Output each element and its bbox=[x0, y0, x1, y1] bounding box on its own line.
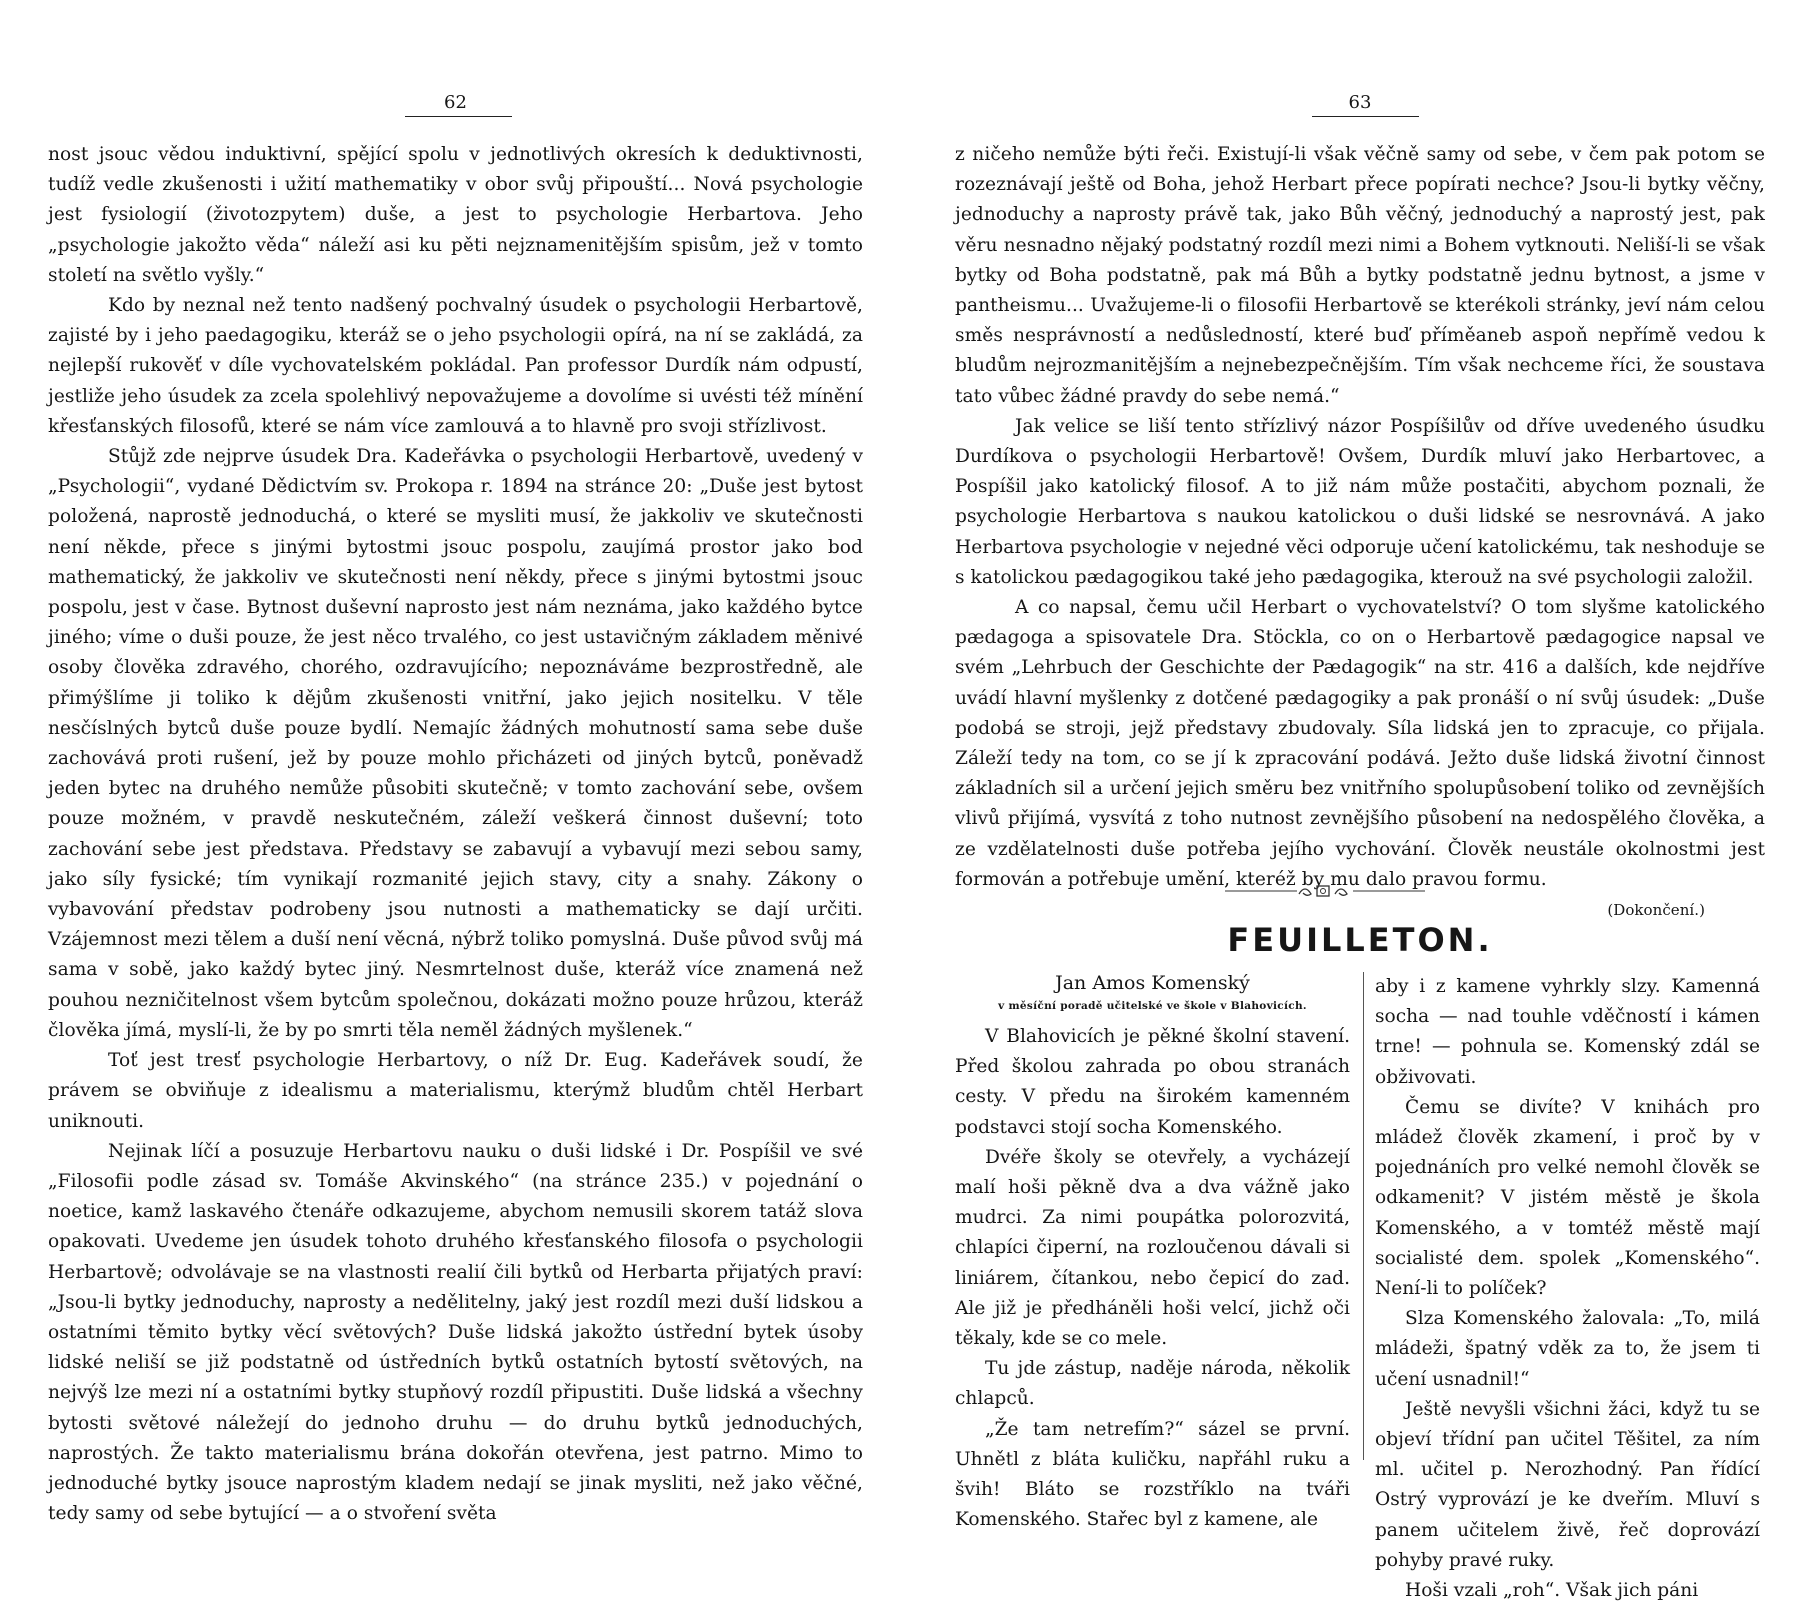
paragraph: aby i z kamene vyhrkly slzy. Kamenná socha — nad touhle vděčností i kámen trne! — pohnula se. Komenský zdál se obživovati. bbox=[1375, 976, 1760, 1088]
conclusion-note: (Dokončení.) bbox=[1607, 901, 1705, 920]
column-divider bbox=[1363, 972, 1364, 1460]
paragraph: Tu jde zástup, naděje národa, několik chlapců. bbox=[955, 1358, 1350, 1410]
paragraph: Kdo by neznal než tento nadšený pochvalný úsudek o psychologii Herbartově, zajisté by i jeho paedagogiku, kteráž se o jeho psychologii opírá, na ní se zakládá, za nejlepší rukověť v díle vychovatelském pokládal. Pan professor Durdík nám odpustí, jestliže jeho úsudek za zcela spolehlivý nepovažujeme a dovolíme si uvésti též mínění křesťanských filosofů, které se nám více zamlouvá a to hlavně pro svoji střízlivost. bbox=[48, 295, 863, 437]
page-number-left: 62 bbox=[444, 92, 467, 113]
story-title: Jan Amos Komenský bbox=[1055, 972, 1250, 994]
paragraph: Ještě nevyšli všichni žáci, když tu se objeví třídní pan učitel Těšitel, za ním ml. učitel p. Nerozhodný. Pan řídící Ostrý vyprovází je ke dveřím. Mluví s panem učitelem živě, řeč doprovází pohyby pravé ruky. bbox=[1375, 1398, 1760, 1571]
page-number-rule-right bbox=[1312, 116, 1419, 117]
right-page bbox=[955, 0, 1765, 1602]
ornament-divider bbox=[1225, 882, 1425, 900]
feuilleton-column-left bbox=[955, 970, 1350, 1535]
paragraph: „Že tam netrefím?“ sázel se první. Uhnětl z bláta kuličku, napřáhl ruku a švih! Bláto se rozstříklo na tváři Komenského. Stařec byl z kamene, ale bbox=[955, 1418, 1350, 1531]
paragraph: nost jsouc vědou induktivní, spějící spolu v jednotlivých okresích k deduktivnosti, tudíž vedle zkušenosti i užití mathematiky v obor svůj připouští... Nová psychologie jest fysiologií (životozpytem) duše, a jest to psychologie Herbartova. Jeho „psychologie jakožto věda“ náleží asi ku pěti nejznamenitějším spisům, jež v tomto století na světlo vyšly.“ bbox=[48, 144, 863, 286]
paragraph: Hoši vzali „roh“. Však jich páni bbox=[1405, 1580, 1699, 1602]
page-number-right: 63 bbox=[1348, 92, 1372, 113]
paragraph: Nejinak líčí a posuzuje Herbartovu nauku o duši lidské i Dr. Pospíšil ve své „Filosofii podle zásad sv. Tomáše Akvinského“ (na stránce 235.) v pojednání o noetice, kamž laskavého čtenáře odkazujeme, abychom nemusili skorem tatáž slova opakovati. Uvedeme jen úsudek tohoto druhého křesťanského filosofa o psychologii Herbartově; odvolávaje se na vlastnosti realií čili bytků od Herbarta přijatých praví: „Jsou-li bytky jednoduchy, naprosty a nedělitelny, jaký jest rozdíl mezi duší lidskou a ostatními těmito bytky věcí světových? Duše lidská jakožto ústřední bytek úsoby lidské neliší se již podstatně od ústředních bytků ostatních bytostí světových, na nejvýš lze mezi ní a ostatními bytky stupňový rozdíl připustiti. Duše lidská a všechny bytosti světové náležejí do jednoho druhu — do druhu bytků jednoduchých, naprostých. Že takto materialismu brána dokořán otevřena, jest patrno. Mimo to jednoduché bytky jsouce naprostým kladem nedají se jinak mysliti, než jako věčné, tedy samy od sebe bytující — a o stvoření světa bbox=[48, 1140, 863, 1525]
left-page bbox=[48, 0, 863, 1525]
page-number-rule-left bbox=[405, 116, 512, 117]
paragraph: Stůjž zde nejprve úsudek Dra. Kadeřávka o psychologii Herbartově, uvedený v „Psychologii“, vydané Dědictvím sv. Prokopa r. 1894 na stránce 20: „Duše jest bytost položená, naprostě jednoduchá, o které se mysliti musí, že jakkoliv ve skutečnosti není někde, přece s jinými bytostmi jsouc pospolu, zaujímá prostor jako bod mathematický, že jakkoliv ve skutečnosti není někdy, přece s jinými bytostmi jsouc pospolu, jest v čase. Bytnost duševní naprosto jest nám neznáma, jako každého bytce jiného; víme o duši pouze, že jest něco trvalého, co jest ustavičným základem měnivé osoby člověka zdravého, chorého, ozdravujícího; nepoznáváme bezprostředně, ale přimýšlíme ji toliko k dějům zkušenosti vnitřní, jako jejich nositelku. V těle nesčíslných bytců duše pouze bydlí. Nemajíc žádných mohutností sama sebe duše zachovává proti rušení, jež by pouze mohlo přicházeti od jiných bytců, poněvadž jeden bytec na druhého nemůže působiti skutečně; v tomto zachování sebe, ovšem pouze možném, v pravdě neskutečném, záleží veškerá činnost duševní; toto zachování sebe jest představa. Představy se zabavují a vybavují mezi sebou samy, jako síly fysické; tím vynikají rozmanité jejich stavy, city a snahy. Zákony o vybavování představ podrobeny jsou nutnosti a mathematicky se dají určiti. Vzájemnost mezi tělem a duší není věcná, nýbrž toliko pomyslná. Duše původ svůj má sama v sobě, jako každý bytec jiný. Nesmrtelnost duše, kteráž více znamená než pouhou nezničitelnost všem bytcům společnou, dokázati možno pouze hrůzou, kteráž člověka jímá, myslí-li, že by po smrti těla neměl žádných myšlenek.“ bbox=[48, 446, 863, 1041]
feuilleton-column-right bbox=[1375, 972, 1760, 1606]
paragraph: Toť jest tresť psychologie Herbartovy, o níž Dr. Eug. Kadeřávek soudí, že právem se obviňuje z idealismu a materialismu, kterýmž bludům chtěl Herbart uniknouti. bbox=[48, 1050, 863, 1132]
paragraph: Dvéře školy se otevřely, a vycházejí malí hoši pěkně dva a dva vážně jako mudrci. Za nimi poupátka polorozvitá, chlapíci čiperní, na rozloučenou dávali si liniárem, čítankou, nebo čepicí do zad. Ale již je předháněli hoši velcí, jichž oči těkaly, kde se co mele. bbox=[955, 1146, 1350, 1350]
right-page-body bbox=[955, 140, 1765, 925]
paragraph: A co napsal, čemu učil Herbart o vychovatelství? O tom slyšme katolického pædagoga a spisovatele Dra. Stöckla, co on o Herbartově pædagogice napsal ve svém „Lehrbuch der Geschichte der Pædagogik“ na str. 416 a dalších, kde nejdříve uvádí hlavní myšlenky z dotčené pædagogiky a pak pronáší o ní svůj úsudek: „Duše podobá se stroji, jejž představy zbudovaly. Síla lidská jen to zpracuje, co přijala. Záleží tedy na tom, co se jí k zpracování podává. Ježto duše lidská životní činnost základních sil a určení jejich směru bez vnitřního spolupůsobení toliko od zevnějších vlivů přijímá, vysvítá z toho nutnost zevnějšího působení na nedospělého člověka, a ze vzdělatelnosti duše potřeba jejího vychování. Člověk neustále okolnostmi jest formován a potřebuje umění, kteréž by mu dalo pravou formu. bbox=[955, 597, 1765, 890]
story-subtitle: v měsíční poradě učitelské ve škole v Blahovicích. bbox=[998, 1000, 1307, 1012]
paragraph: Slza Komenského žalovala: „To, milá mládeži, špatný vděk za to, že jsem ti učení usnadnil!“ bbox=[1375, 1308, 1760, 1390]
paragraph: z ničeho nemůže býti řeči. Existují-li však věčně samy od sebe, v čem pak potom se rozeznávají ještě od Boha, jehož Herbart přece popírati nechce? Jsou-li bytky věčny, jednoduchy a naprosty právě tak, jako Bůh věčný, jednoduchý a naprostý jest, pak věru nesnadno nějaký podstatný rozdíl mezi nimi a Bohem vytknouti. Neliší-li se však bytky od Boha podstatně, pak má Bůh a bytky podstatně jednu bytnost, a jsme v pantheismu... Uvažujeme-li o filosofii Herbartově se kterékoli stránky, jeví nám celou směs nesprávností a nedůsledností, které buď příměaneb aspoň nepřímě vedou k bludům nejrozmanitějším a nejnebezpečnějším. Tím však nechceme říci, že soustava tato vůbec žádné pravdy do sebe nemá.“ bbox=[955, 144, 1765, 407]
paragraph: Jak velice se liší tento střízlivý názor Pospíšilův od dříve uvedeného úsudku Durdíkova o psychologii Herbartově! Ovšem, Durdík mluví jako Herbartovec, a Pospíšil jako katolický filosof. A to již nám může postačiti, abychom poznali, že psychologie Herbartova s naukou katolickou o duši lidské se nesrovnává. A jako Herbartova psychologie v nejedné věci odporuje učení katolickému, tak neshoduje se s katolickou pædagogikou také jeho pædagogika, kterouž na své psychologii založil. bbox=[955, 415, 1765, 588]
paragraph: V Blahovicích je pěkné školní stavení. Před školou zahrada po obou stranách cesty. V předu na širokém kamenném podstavci stojí socha Komenského. bbox=[955, 1026, 1350, 1138]
paragraph: Čemu se divíte? V knihách pro mládež člověk zkamení, i proč by v pojednáních pro velké nemohl člověk se odkamenit? V jistém městě je škola Komenského, a v tomtéž městě mají socialisté dem. spolek „Komenského“. Není-li to políček? bbox=[1375, 1096, 1760, 1300]
feuilleton-heading: FEUILLETON. bbox=[1227, 921, 1493, 959]
left-page-body bbox=[48, 140, 863, 1529]
